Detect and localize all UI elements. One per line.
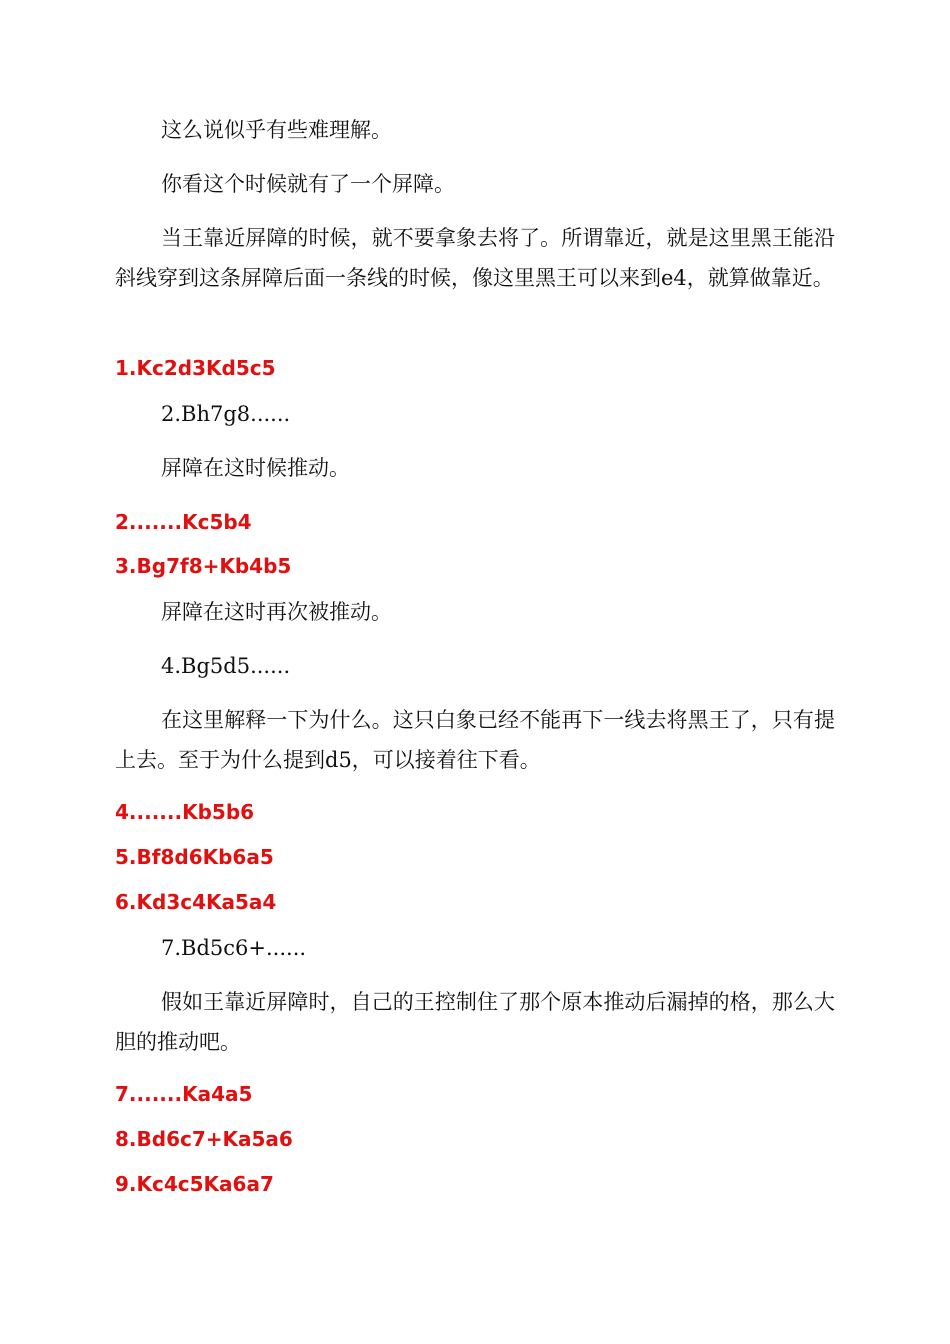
paragraph-5: 屏障在这时候推动。 [161,456,350,480]
paragraph-6: 屏障在这时再次被推动。 [161,600,392,624]
paragraph-9: 7.Bd5c6+...... [161,936,307,960]
move-line-7: 7.......Ka4a5 [115,1082,253,1106]
paragraph-2: 你看这个时候就有了一个屏障。 [161,172,455,196]
paragraph-4: 2.Bh7g8...... [161,402,291,426]
move-line-3: 3.Bg7f8+Kb4b5 [115,554,292,578]
move-line-6: 6.Kd3c4Ka5a4 [115,890,277,914]
move-line-4: 4.......Kb5b6 [115,800,255,824]
paragraph-3: 当王靠近屏障的时候，就不要拿象去将了。所谓靠近，就是这里黑王能沿斜线穿到这条屏障后面一条线的时候，像这里黑王可以来到e4，就算做靠近。 [115,226,835,290]
move-line-1: 1.Kc2d3Kd5c5 [115,356,276,380]
move-line-9: 9.Kc4c5Ka6a7 [115,1172,274,1196]
move-line-2: 2.......Kc5b4 [115,510,252,534]
move-line-8: 8.Bd6c7+Ka5a6 [115,1127,293,1151]
paragraph-7: 4.Bg5d5...... [161,654,291,678]
paragraph-10: 假如王靠近屏障时，自己的王控制住了那个原本推动后漏掉的格，那么大胆的推动吧。 [115,990,835,1054]
paragraph-8: 在这里解释一下为什么。这只白象已经不能再下一线去将黑王了，只有提上去。至于为什么提到d5，可以接着往下看。 [115,708,835,772]
paragraph-1: 这么说似乎有些难理解。 [161,118,392,142]
move-line-5: 5.Bf8d6Kb6a5 [115,845,274,869]
